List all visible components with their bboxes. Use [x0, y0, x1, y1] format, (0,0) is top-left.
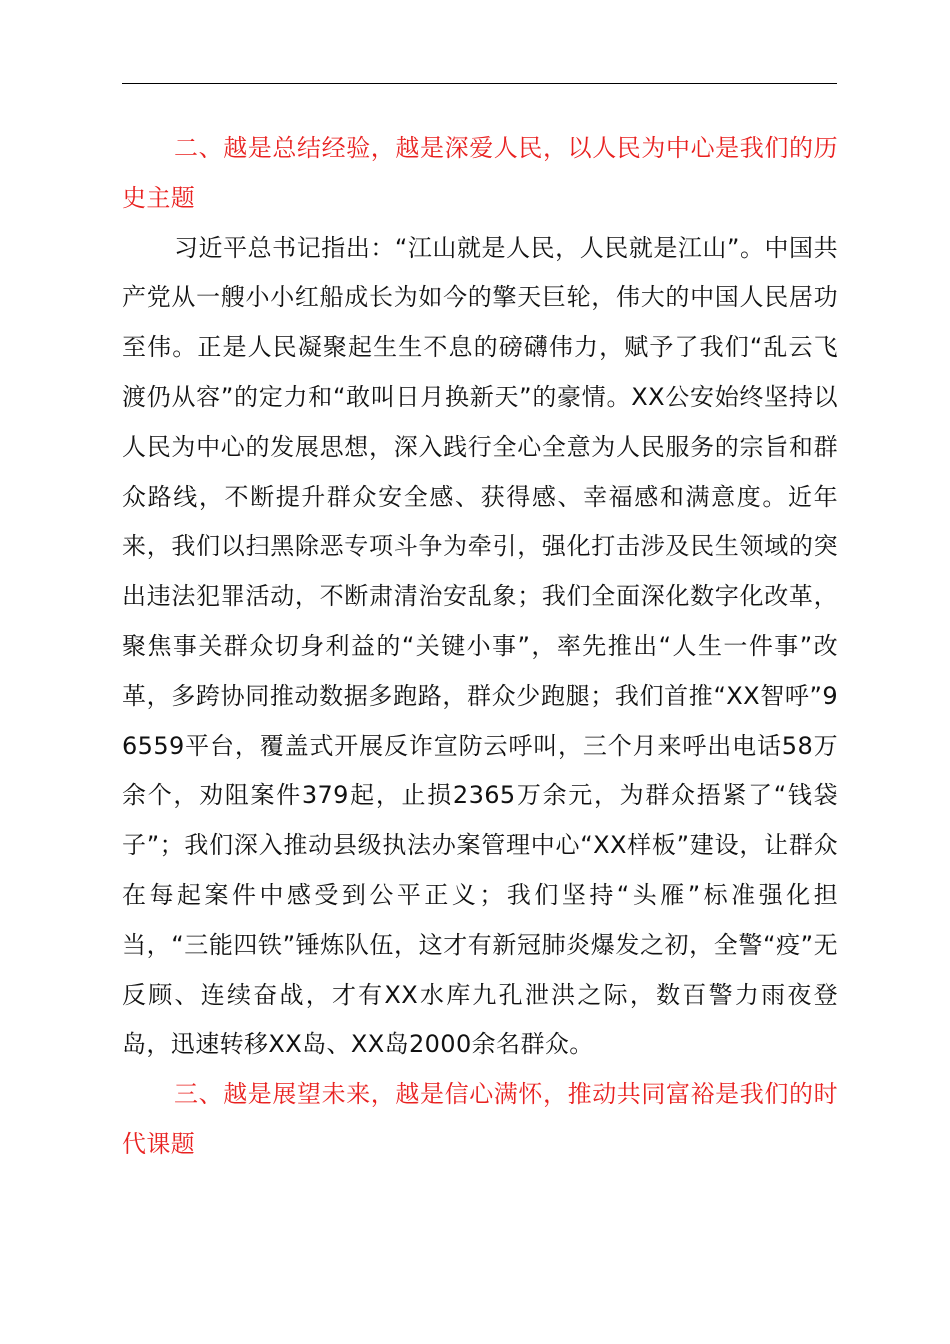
- section-heading-2: 二、越是总结经验，越是深爱人民，以人民为中心是我们的历史主题: [122, 134, 838, 212]
- body-paragraph: 习近平总书记指出：“江山就是人民，人民就是江山”。中国共产党从一艘小小红船成长为如今的擎天巨轮，伟大的中国人民居功至伟。正是人民凝聚起生生不息的磅礴伟力，赋予了我们“乱云飞渡仍从容”的定力和“敢叫日月换新天”的豪情。XX公安始终坚持以人民为中心的发展思想，深入践行全心全意为人民服务的宗旨和群众路线，不断提升群众安全感、获得感、幸福感和满意度。近年来，我们以扫黑除恶专项斗争为牵引，强化打击涉及民生领域的突出违法犯罪活动，不断肃清治安乱象；我们全面深化数字化改革，聚焦事关群众切身利益的“关键小事”，率先推出“人生一件事”改革，多跨协同推动数据多跑路，群众少跑腿；我们首推“XX智呼”96559平台，覆盖式开展反诈宣防云呼叫，三个月来呼出电话58万余个，劝阻案件379起，止损2365万余元，为群众捂紧了“钱袋子”；我们深入推动县级执法办案管理中心“XX样板”建设，让群众在每起案件中感受到公平正义；我们坚持“头雁”标准强化担当，“三能四铁”锤炼队伍，这才有新冠肺炎爆发之初，全警“疫”无反顾、连续奋战，才有XX水库九孔泄洪之际，数百警力雨夜登岛，迅速转移XX岛、XX岛2000余名群众。: [122, 233, 838, 1059]
- top-rule: [122, 83, 837, 84]
- document-body: [122, 124, 838, 1170]
- section-heading-3: 三、越是展望未来，越是信心满怀，推动共同富裕是我们的时代课题: [122, 1080, 838, 1158]
